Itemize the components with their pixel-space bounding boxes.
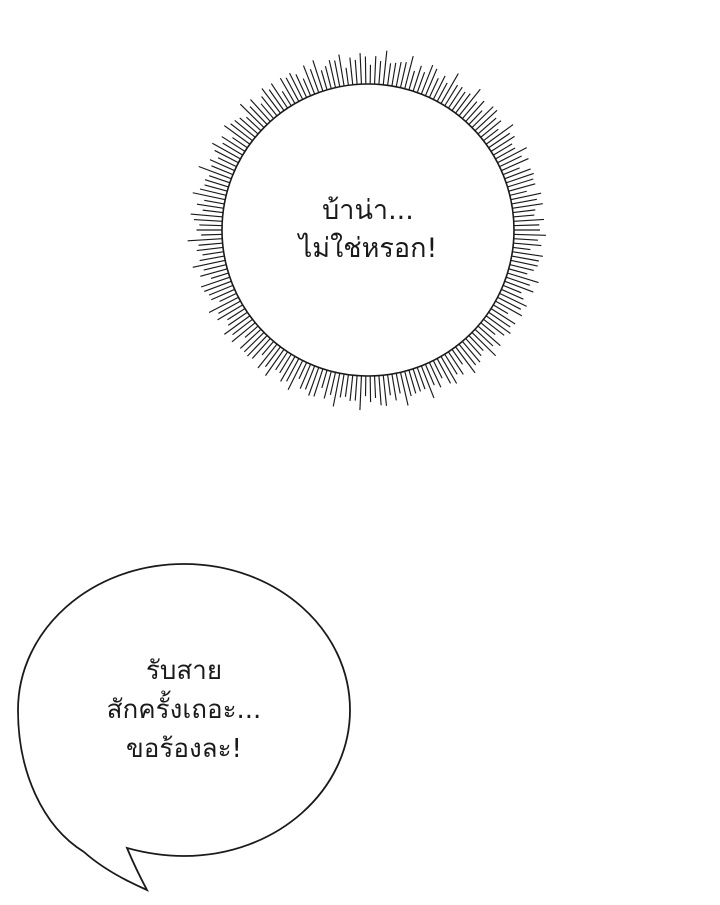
plea-line-1: รับสาย bbox=[146, 652, 222, 691]
speech-bubble-shout bbox=[168, 30, 568, 430]
shout-bubble-text bbox=[168, 30, 568, 430]
plea-line-3: ขอร้องละ! bbox=[126, 730, 242, 769]
shout-line-1: บ้าน่า... bbox=[322, 192, 414, 230]
plea-bubble-text bbox=[14, 560, 354, 860]
shout-line-2: ไม่ใช่หรอก! bbox=[299, 230, 438, 268]
plea-line-2: สักครั้งเถอะ... bbox=[107, 691, 262, 730]
speech-bubble-plea bbox=[14, 560, 354, 905]
